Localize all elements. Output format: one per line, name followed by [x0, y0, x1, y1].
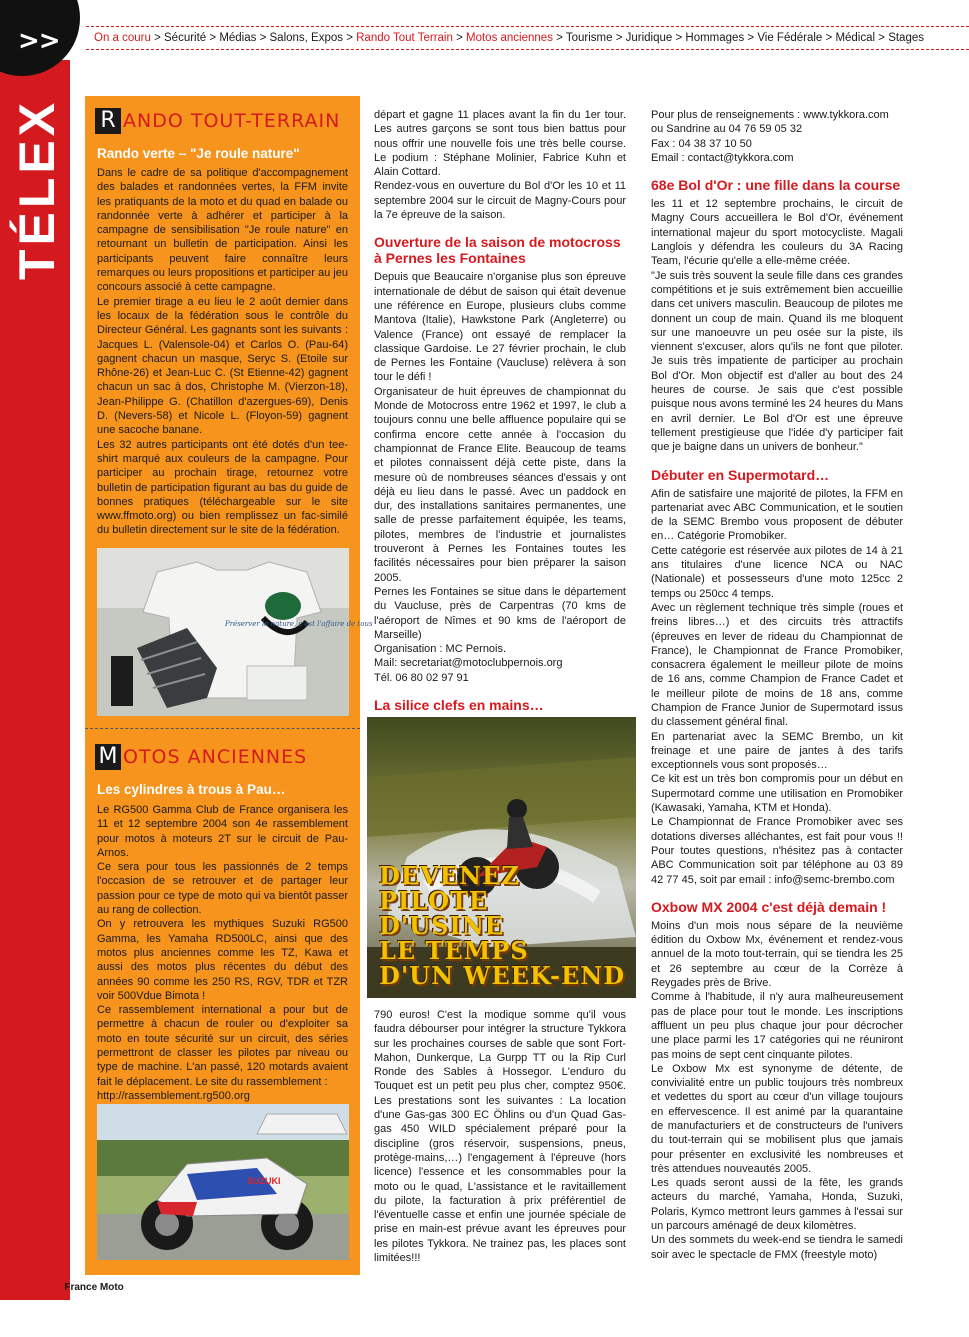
nav-separator: >: [150, 32, 165, 44]
nav-item[interactable]: Motos anciennes: [466, 32, 553, 44]
motos-section-title: [95, 744, 307, 770]
contact-line: Email : contact@tykkora.com: [651, 151, 794, 164]
ad-line: LE TEMPS: [379, 936, 529, 965]
nav-item[interactable]: Stages: [888, 32, 924, 44]
motocross-paragraph: Depuis que Beaucaire n'organise plus son épreuve internationale de début de saison qui était devenue une référence en Europe, plusieurs clubs comme Mantova (Italie), Hawkstone Park (Angleterre) ou Valence (France) ont essayé de remplacer la classique Gardoise. Le 27 février prochain, le club de Pernes les Fontaine (Vaucluse) relèvera à son tour le défi !: [374, 271, 626, 384]
oxbow-paragraph: Le Oxbow Mx est synonyme de détente, de convivialité entre un public toujours très nombreux et vedettes du sport au cœur d'un village toujours en effervescence. Il est animé par la quarantaine de manufacturiers et de constructeurs de l'univers du tout-terrain qui se mobilisent plus que jamais pour présenter en exclusivité les nombreuses et très attendues nouveautés 2005.: [651, 1062, 903, 1175]
nav-item[interactable]: Vie Fédérale: [757, 32, 823, 44]
magazine-name: France Moto: [64, 1282, 124, 1293]
ad-headline: [379, 863, 625, 988]
nav-separator: >: [744, 32, 758, 44]
oxbow-paragraph: Un des sommets du week-end se tiendra le samedi soir avec le spectacle de FMX (freestyle moto): [651, 1234, 903, 1261]
motos-initial: M: [95, 744, 121, 770]
supermotard-paragraph: En partenariat avec la SEMC Brembo, un kit freinage et une paire de jantes à des tarifs exceptionnels vous sont proposés…: [651, 730, 903, 772]
col2-intro: départ et gagne 11 places avant la fin du 1er tour. Les autres garçons se sont tous bien battus pour nous offrir une nouvelle fois une très belle course. Le podium : Stéphane Molinier, Fabrice Kuhn et Alain Cottard.: [374, 109, 626, 179]
right-column: [651, 108, 903, 1262]
bol-heading: 68e Bol d'Or : une fille dans la course: [651, 177, 901, 194]
tykkora-ad: [367, 717, 636, 998]
col2-intro2: Rendez-vous en ouverture du Bol d'Or les 10 et 11 septembre 2004 sur le circuit de Magny-Cours pour la 7e épreuve de la saison.: [374, 180, 626, 222]
oxbow-paragraph: Les quads seront aussi de la fête, les grands acteurs du marché, Yamaha, Honda, Suzuki, Polaris, Kymco mettront leurs gammes à l'essai sur un parcours aménagé de deux kilomètres.: [651, 1177, 903, 1233]
supermotard-heading: Débuter en Supermotard…: [651, 466, 830, 483]
motocross-org: Organisation : MC Pernois.: [374, 643, 507, 656]
nav-separator: >: [452, 32, 466, 44]
nav-separator: >: [612, 32, 626, 44]
contact-line: Pour plus de renseignements : www.tykkora.com: [651, 109, 889, 121]
nav-item[interactable]: Juridique: [625, 32, 673, 44]
motocross-body: [374, 270, 626, 685]
motos-paragraph: Ce rassemblement international a pour but de permettre à chacun de rouler ou d'exploiter sa moto en toute sécurité sur un circuit, des séries permettront de classer les pilotes par niveau ou type de machine. L'an passé, 120 motards avaient fait le déplacement. Le site du rassemblement :: [97, 1004, 348, 1088]
supermotard-paragraph: Le Championnat de France Promobiker avec ses dotations diverses alléchantes, est fait pour vous !! Pour toutes questions, n'hésitez pas à contacter ABC Communication soit par téléphone au 03 89 42 77 45, soit par email : info@semc-brembo.com: [651, 816, 903, 886]
motocross-phone: Tél. 06 80 02 97 91: [374, 671, 469, 684]
motos-subhead: Les cylindres à trous à Pau…: [97, 782, 286, 797]
section-nav: [86, 26, 969, 50]
motos-body: [97, 803, 348, 1103]
nav-item[interactable]: Tourisme: [565, 32, 613, 44]
nav-item[interactable]: Rando Tout Terrain: [356, 32, 453, 44]
nav-item[interactable]: Médical: [835, 32, 876, 44]
oxbow-body: [651, 919, 903, 1262]
telex-sidebar: [0, 0, 70, 1337]
rando-paragraph: Le premier tirage a eu lieu le 2 août dernier dans les locaux de la fédération sous le contrôle du Directeur Général. Les gagnants sont les suivants : Jacques L. (Valensole-04) et Carlos O. (Pau-64) gagnent chacun un masque, Seryc S. (Etoile sur Rhône-26) et Jean-Luc C. (St Etienne-42) gagnent chacun un sac à dos, Christophe M. (Vierzon-18), Jean-Philippe G. (Chatillon d'azergues-69), Denis D. (Nevers-58) et Nicole L. (Floyon-59) gagnent une sacoche banane.: [97, 295, 348, 437]
silice-heading: La silice clefs en mains…: [374, 696, 544, 713]
ad-line: D'USINE: [379, 911, 504, 940]
supermotard-body: [651, 487, 903, 887]
supermotard-paragraph: Afin de satisfaire une majorité de pilotes, la FFM en partenariat avec ABC Communication, et le soutien de la SEMC Brembo vous proposent de débuter en… Catégorie Promobiker.: [651, 487, 903, 543]
nav-separator: >: [822, 32, 836, 44]
ad-line: PILOTE: [379, 886, 489, 915]
rando-paragraph: Dans le cadre de sa politique d'accompagnement des balades et randonnées vertes, la FFM invite les pratiquants de la moto et du quad en balade ou randonnée verte à adhérer et participer à la campagne de sensibilisation "Je roule nature" en retournant un bulletin de participation. Ainsi les participants peuvent faire connaître leurs remarques ou leurs propositions et participer au jeu concours associé à cette campagne.: [97, 167, 348, 294]
nav-separator: >: [672, 32, 686, 44]
motocross-paragraph: Organisateur de huit épreuves de championnat du Monde de Motocross entre 1962 et 1997, le club a toujours connu une belle affluence populaire qui se confirma encore cette année à l'occasion du championnat de France Elite. Beaucoup de teams et pilotes connaissent déjà cette piste, dans la mesure où de nombreuses séances d'essais y ont déjà eu lieu dans le passé. Avec un paddock en dur, des installations sanitaires permanentes, une salle de presse parfaitement équipée, les teams, pilotes, membres de l'industrie et journalistes trouveront à Pernes les Fontaines toutes les facilités nécessaires pour bien préparer la saison 2005.: [374, 385, 626, 584]
bol-paragraph: les 11 et 12 septembre prochains, le circuit de Magny Cours accueillera le Bol d'Or, événement international majeur du sport motocycliste. Magali Langlois y défendra les couleurs du 3A Racing Team, l'écurie qu'elle a elle-même créée.: [651, 198, 903, 268]
section-divider: [85, 728, 360, 729]
contact-line: Fax : 04 38 37 10 50: [651, 137, 752, 150]
rando-subhead: Rando verte – "Je roule nature": [97, 146, 300, 161]
tshirt-photo: [97, 548, 373, 716]
rando-initial: R: [95, 108, 121, 134]
contact-block: [651, 108, 903, 165]
nav-item[interactable]: Salons, Expos: [269, 32, 344, 44]
nav-separator: >: [256, 32, 270, 44]
tshirt-text: Préserver la nature, c'est l'affaire de tous: [225, 620, 373, 628]
motos-link[interactable]: http://rassemblement.rg500.org: [97, 1089, 250, 1102]
oxbow-paragraph: Moins d'un mois nous sépare de la neuvième édition du Oxbow Mx, événement et rendez-vous annuel de la moto tout-terrain, qui se tiendra les 25 et 26 septembre au cœur de la Corrèze à Reygades près de Brive.: [651, 919, 903, 990]
rando-body: [97, 166, 348, 538]
bol-quote: "Je suis très souvent la seule fille dans ces grandes compétitions et je suis extrêmement bien accueillie dans cet univers masculin. Beaucoup de pilotes me donnent un coup de main. Quand ils me bloquent sur une manoeuvre un peu osée sur la piste, ils viennent s'excuser, alors qu'ils ne font que piloter. Je suis très impatiente de participer au prochain Bol d'Or. Mon objectif est d'aller au bout des 24 heures de course. Je sais que c'est possible puisque nous avons terminé les 24 heures du Mans en avril dernier. Le Bol d'Or est une épreuve tellement prestigieuse que l'idée d'y participer fait que je baigne dans un univers de bonheur.": [651, 269, 903, 454]
ad-line: DEVENEZ: [379, 861, 520, 890]
nav-separator: >: [343, 32, 357, 44]
nav-separator: >: [552, 32, 566, 44]
suzuki-photo: [97, 1104, 349, 1260]
supermotard-paragraph: Avec un règlement technique très simple (roues et freins libres…) et des circuits très attractifs (épreuves en lever de rideau du Championnat de France), le Championnat de France Promobiker, consacrera également le meilleur pilote de moins de 16 ans, comme Champion de France Cadet et le meilleur pilote de moins de 18 ans, comme Champion de France Junior de Supermotard issus du classement général final.: [651, 601, 903, 729]
page-number: 6: [50, 1282, 56, 1293]
motocross-heading: Ouverture de la saison de motocross à Pernes les Fontaines: [374, 234, 621, 267]
silice-body: 790 euros! C'est la modique somme qu'il vous faudra débourser pour intégrer la structure Tykkora sur les prochaines courses de sable que sont Fort-Mahon, Dunkerque, La Gurpp TT ou la Rip Curl Ronde des Sables à Hossegor. L'enduro du Touquet est un petit peu plus cher, comptez 950€. Les prestations sont les suivantes : La location d'une Gas-gas 300 EC Öhlins ou d'un Quad Gas-gas 450 WILD spécialement préparé pour la discipline (gros réservoir, suspensions, pneus, protège-mains,…) l'engagement à l'épreuve (hors licence) l'essence et les consommables pour la moto ou le quad, L'assistance et le ravitaillement du pilote, la facturation à prix préférentiel de l'éventuelle casse et enfin une journée spéciale de prise en main-est prévue avant les épreuves pour les pilotes Tykkora. Ne trainez pas, les places sont limitées!!!: [374, 1009, 626, 1265]
telex-label: TÉLEX: [9, 98, 65, 280]
motos-paragraph: On y retrouvera les mythiques Suzuki RG500 Gamma, les Yamaha RD500LC, ainsi que des motos plus anciennes comme les TZ, Kawa et aussi des motos plus récentes du début des années 90 comme les 250 RS, RGV, TDR et TZR voir 500Vdue Bimota !: [97, 918, 348, 1002]
rando-section-title: [95, 108, 340, 134]
motocross-paragraph: Pernes les Fontaines se situe dans le département du Vaucluse, près de Carpentras (70 kms de l'aéroport de Nîmes et 90 kms de l'aéroport de Marseille): [374, 585, 626, 641]
rando-title: ANDO TOUT-TERRAIN: [123, 110, 341, 132]
nav-item[interactable]: On a couru: [94, 32, 151, 44]
nav-item[interactable]: Sécurité: [164, 32, 207, 44]
orange-column: [85, 96, 373, 1275]
motocross-mail: Mail: secretariat@motoclubpernois.org: [374, 657, 563, 670]
motos-paragraph: Ce sera pour tous les passionnés de 2 temps l'occasion de se retrouver et de partager leur passion pour ce type de moto qui va bientôt passer au rang de collection.: [97, 861, 348, 917]
middle-column: [374, 108, 626, 717]
page-footer: [50, 1282, 124, 1293]
bol-body: [651, 197, 903, 454]
arrows-icon: >>: [18, 26, 60, 56]
nav-separator: >: [206, 32, 220, 44]
contact-line: ou Sandrine au 04 76 59 05 32: [651, 123, 803, 136]
motos-paragraph: Le RG500 Gamma Club de France organisera les 11 et 12 septembre 2004 son 4e rassemblement pour motos à moteurs 2T sur le circuit de Pau-Arnos.: [97, 804, 348, 859]
suzuki-label: SUZUKI: [247, 1176, 281, 1186]
nav-item[interactable]: Hommages: [685, 32, 745, 44]
motos-title: OTOS ANCIENNES: [123, 746, 308, 768]
nav-separator: >: [875, 32, 889, 44]
supermotard-paragraph: Ce kit est un très bon compromis pour un début en Supermotard comme une utilisation en Promobiker (Kawasaki, Yamaha, KTM et Honda).: [651, 773, 903, 815]
nav-item[interactable]: Médias: [219, 32, 257, 44]
oxbow-paragraph: Comme à l'habitude, il n'y aura malheureusement pas de place pour tout le monde. Les inscriptions affluent un peu plus chaque jour pour décrocher une place parmi les 17 catégories qui ne réuniront pas moins de sept cent cinquante pilotes.: [651, 991, 903, 1061]
ad-line: D'UN WEEK-END: [379, 961, 626, 990]
oxbow-heading: Oxbow MX 2004 c'est déjà demain !: [651, 898, 887, 915]
supermotard-paragraph: Cette catégorie est réservée aux pilotes de 14 à 21 ans titulaires d'une licence NCA ou NAC (Nationale) et possesseurs d'une moto 125cc 2 temps ou 250cc 4 temps.: [651, 544, 903, 600]
rando-paragraph: Les 32 autres participants ont été dotés d'un tee-shirt marqué aux couleurs de la campagne. Pour participer au prochain tirage, retournez votre bulletin de participation figurant au bas du guide de bonnes pratiques (téléchargeable sur le site www.ffmoto.org) ou bien remplissez un fac-similé du bulletin directement sur le site de la fédération.: [97, 438, 348, 537]
